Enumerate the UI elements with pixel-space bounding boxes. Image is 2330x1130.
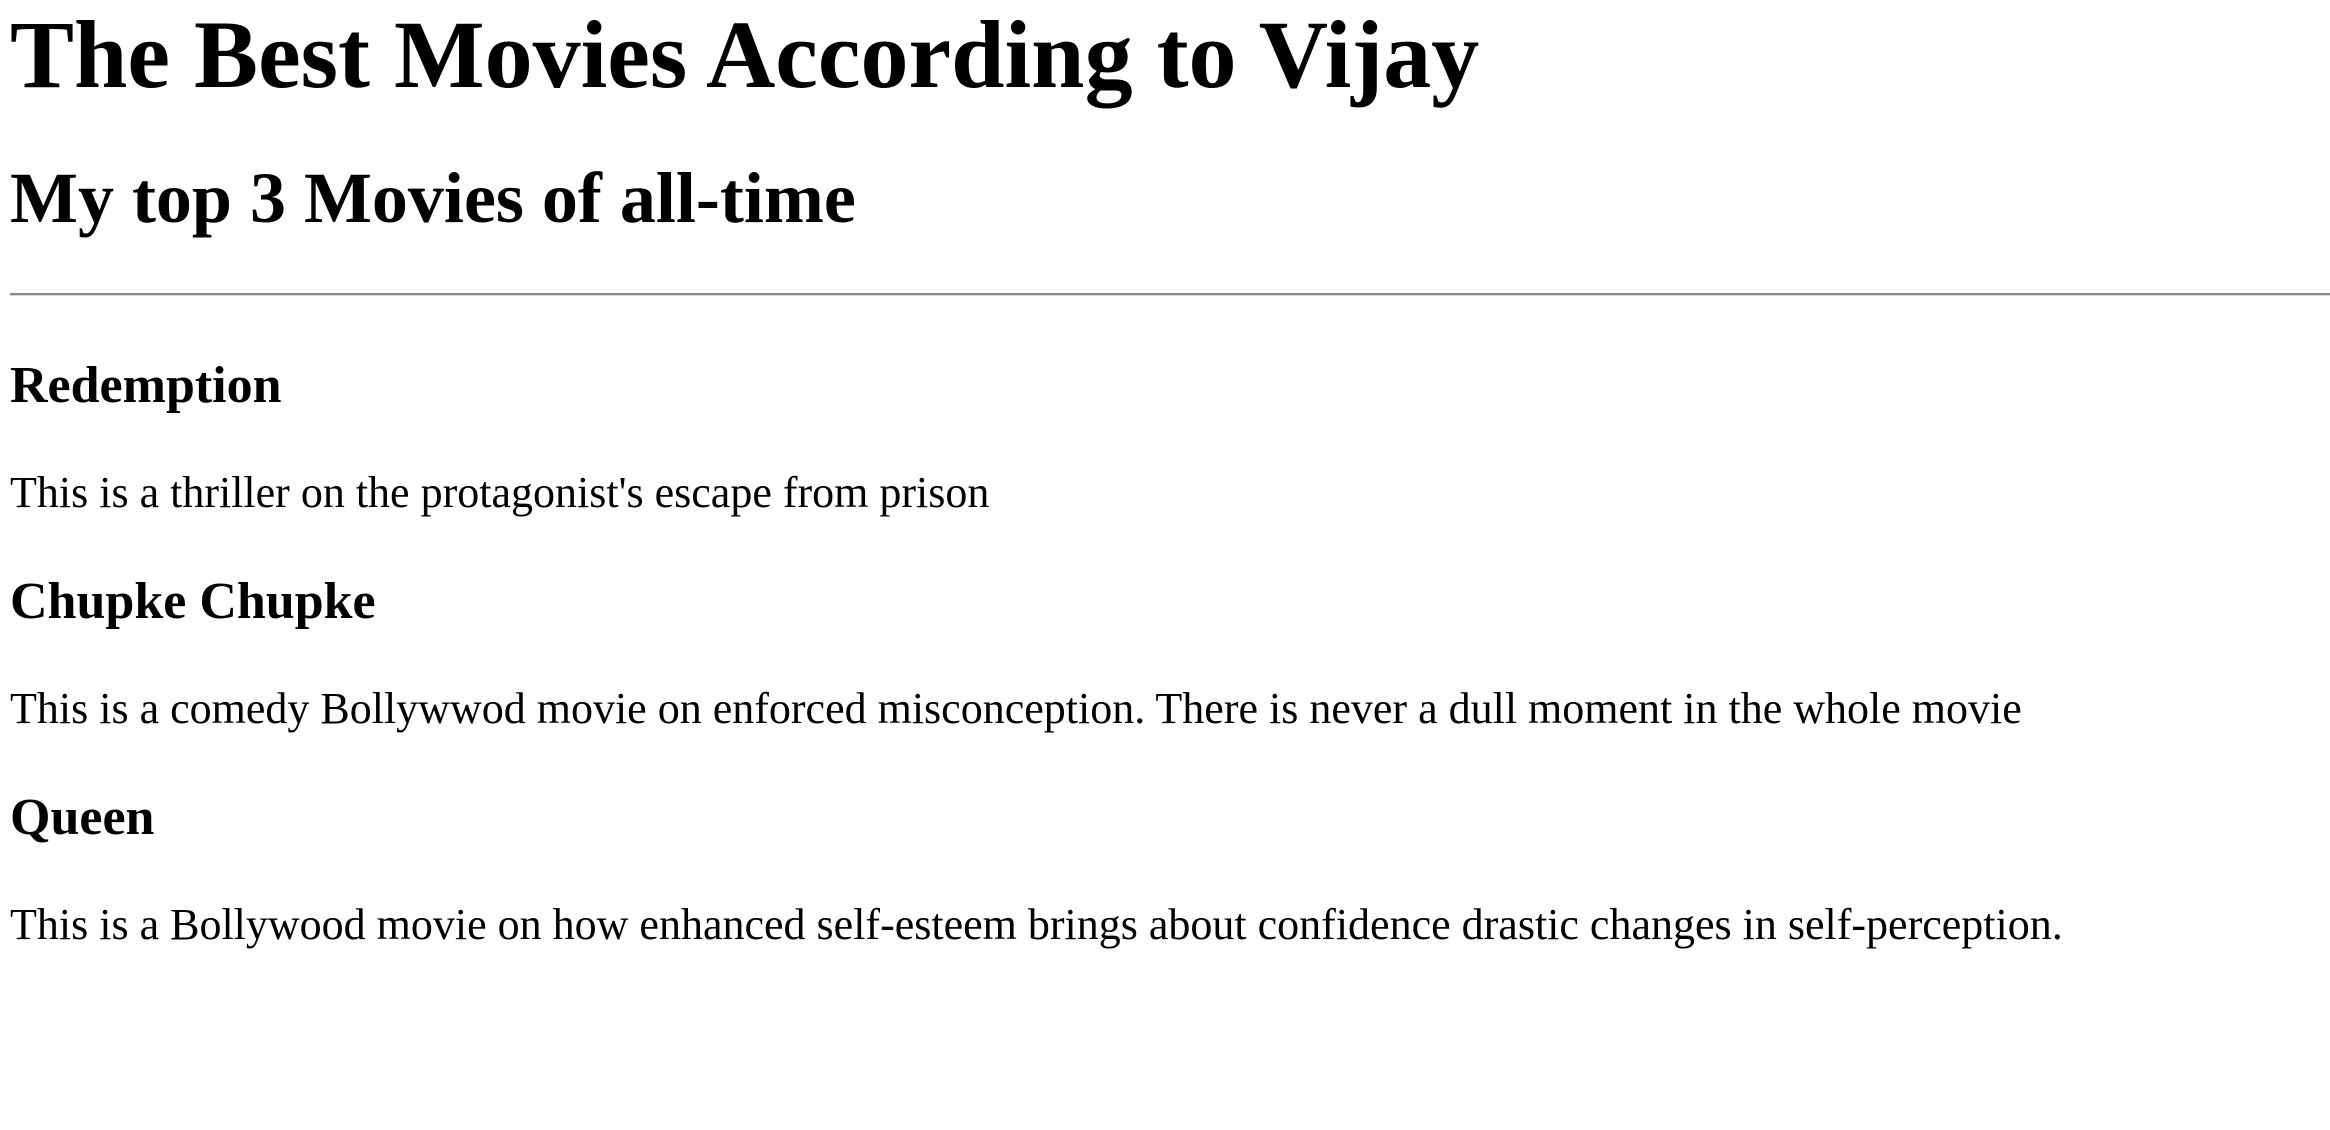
movie-title: Queen — [10, 789, 155, 846]
movie-title: Chupke Chupke — [10, 573, 376, 630]
movie-list — [10, 356, 2330, 950]
movie-item — [10, 356, 2330, 518]
horizontal-divider — [10, 293, 2330, 296]
page-title: The Best Movies According to Vijay — [10, 1, 1480, 108]
movie-item — [10, 788, 2330, 950]
page-subtitle: My top 3 Movies of all-time — [10, 158, 856, 238]
movie-description: This is a comedy Bollywwod movie on enforced misconception. There is never a dull moment in the whole movie — [10, 684, 2022, 733]
movie-description: This is a Bollywood movie on how enhanced self-esteem brings about confidence drastic changes in self-perception. — [10, 900, 2063, 949]
movie-description: This is a thriller on the protagonist's escape from prison — [10, 468, 990, 517]
movie-item — [10, 572, 2330, 734]
movie-title: Redemption — [10, 357, 282, 414]
